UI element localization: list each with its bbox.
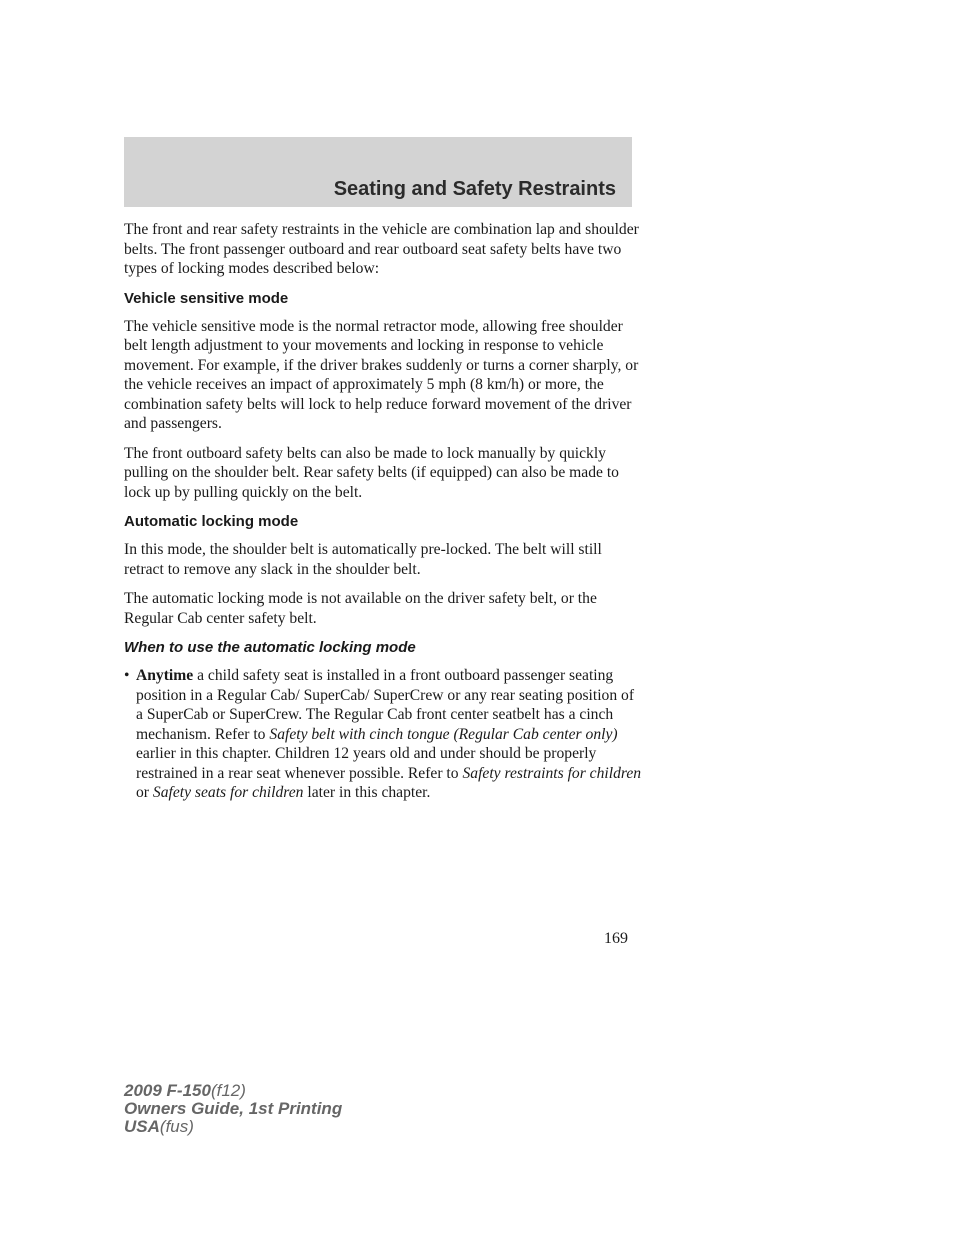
vehicle-sensitive-heading: Vehicle sensitive mode (124, 289, 289, 307)
bullet-text-2: earlier in this chapter. Children 12 years old and under should be properly restrained in a rear seat whenever possible. Refer to (136, 745, 597, 782)
footer (124, 1082, 342, 1136)
automatic-locking-paragraph-2: The automatic locking mode is not available on the driver safety belt, or the Regular Cab center safety belt. (124, 590, 597, 627)
page-number: 169 (604, 930, 628, 947)
bullet-lead: Anytime (136, 667, 194, 684)
footer-line-1 (124, 1082, 342, 1100)
bullet-text-3: or (136, 784, 149, 801)
footer-model: 2009 F-150 (124, 1081, 211, 1100)
footer-line-2: Owners Guide, 1st Printing (124, 1099, 343, 1118)
vehicle-sensitive-paragraph-1: The vehicle sensitive mode is the normal retractor mode, allowing free shoulder belt length adjustment to your movements and locking in response to vehicle movement. For example, if the driver brakes suddenly or turns a corner sharply, or the vehicle receives an impact of approximately 5 mph (8 km/h) or more, the combination safety belts will lock to help reduce forward movement of the driver and passengers. (124, 317, 639, 432)
cross-reference-2: Safety restraints for children (462, 764, 642, 782)
footer-market: USA (124, 1117, 160, 1136)
automatic-locking-paragraph-1: In this mode, the shoulder belt is automatically pre-locked. The belt will still retract to remove any slack in the shoulder belt. (124, 541, 602, 578)
intro-paragraph: The front and rear safety restraints in the vehicle are combination lap and shoulder belts. The front passenger outboard and rear outboard seat safety belts have two types of locking modes described below: (124, 221, 639, 277)
automatic-locking-heading: Automatic locking mode (124, 513, 299, 530)
section-title: Seating and Safety Restraints (333, 178, 616, 200)
vehicle-sensitive-paragraph-2: The front outboard safety belts can also be made to lock manually by quickly pulling on the shoulder belt. Rear safety belts (if equipped) can also be made to lock up by pulling quickly on the belt. (124, 444, 619, 501)
cross-reference-3: Safety seats for children (152, 784, 304, 801)
bullet-text-1: a child safety seat is installed in a front outboard passenger seating position in a Regular Cab/ SuperCab/ SuperCrew or any rear seating position of a SuperCab or SuperCrew. The Regular Cab front center seatbelt has a cinch mechanism. Refer to (136, 667, 635, 743)
page-content (124, 220, 644, 803)
list-item (124, 666, 644, 803)
cross-reference-1: Safety belt with cinch tongue (Regular Cab center only) (269, 725, 618, 743)
bullet-icon: • (124, 667, 130, 684)
section-header-band (124, 137, 632, 207)
bullet-text-4: later in this chapter. (307, 784, 431, 801)
footer-line-3 (124, 1118, 342, 1136)
when-to-use-heading: When to use the automatic locking mode (124, 639, 416, 656)
footer-market-code: (fus) (159, 1117, 194, 1136)
footer-model-code: (f12) (210, 1081, 246, 1100)
